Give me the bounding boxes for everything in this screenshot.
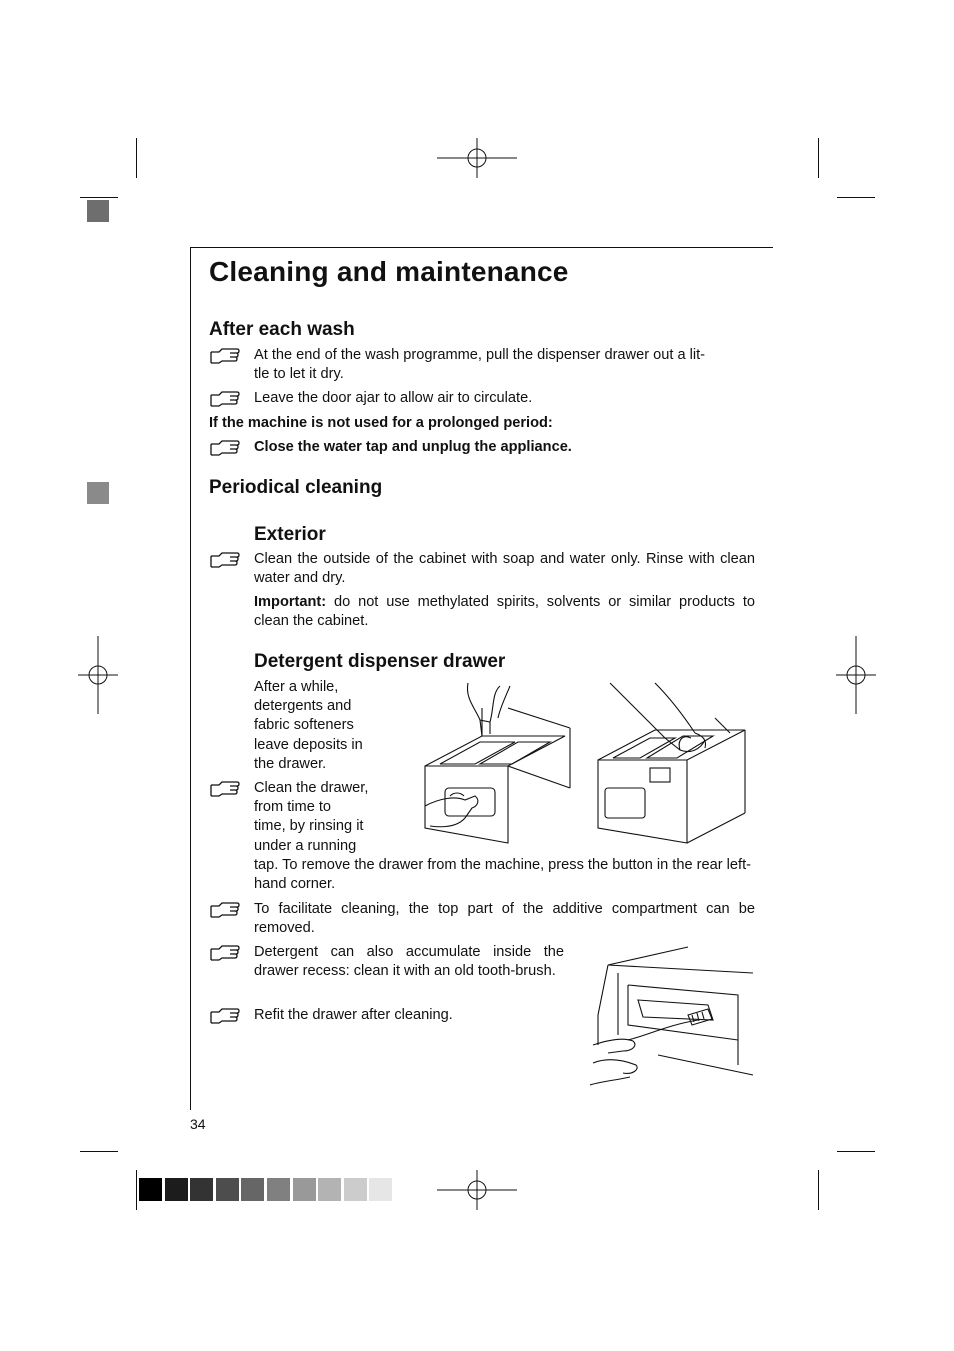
registration-mark-icon [437, 1170, 517, 1210]
gray-swatch [267, 1178, 290, 1201]
section-marker [87, 200, 109, 222]
registration-mark-icon [437, 138, 517, 178]
clean-drawer-line: under a running [254, 837, 357, 854]
pointing-hand-icon [210, 781, 240, 797]
crop-mark [818, 1170, 819, 1210]
crop-mark [818, 138, 819, 178]
crop-mark [837, 197, 875, 198]
page-frame-left [190, 247, 191, 1110]
section-heading-periodical-cleaning: Periodical cleaning [209, 477, 383, 498]
pointing-hand-icon [210, 902, 240, 918]
drawer-intro-line: detergents and [254, 698, 352, 715]
clean-drawer-line: time, by rinsing it [254, 818, 364, 835]
instruction-door-ajar: Leave the door ajar to allow air to circulate. [254, 390, 533, 406]
pointing-hand-icon [210, 440, 240, 456]
instruction-refit-drawer: Refit the drawer after cleaning. [254, 1007, 453, 1023]
page-number: 34 [190, 1116, 206, 1132]
instruction-remove-top-part: To facilitate cleaning, the top part of the additive compartment can be removed. [254, 901, 755, 937]
gray-swatch [216, 1178, 239, 1201]
instruction-clean-cabinet: Clean the outside of the cabinet with soap and water only. Rinse with clean water and dry. [254, 551, 755, 587]
gray-swatch [165, 1178, 188, 1201]
instruction-drawer-dry-line2: tle to let it dry. [254, 366, 344, 382]
gray-swatch [344, 1178, 367, 1201]
subsection-heading-detergent-drawer: Detergent dispenser drawer [254, 651, 506, 672]
instruction-close-tap: Close the water tap and unplug the appliance. [254, 439, 572, 455]
instruction-clean-drawer [254, 779, 368, 856]
clean-drawer-line: from time to [254, 799, 332, 816]
registration-mark-icon [78, 636, 118, 714]
drawer-intro-line: fabric softeners [254, 717, 354, 734]
registration-mark-icon [836, 636, 876, 714]
compartment-removal-illustration [595, 678, 755, 848]
drawer-intro-line: leave deposits in [254, 736, 363, 753]
drawer-removal-illustration [420, 678, 575, 846]
section-heading-after-each-wash: After each wash [209, 319, 355, 340]
gray-swatch [293, 1178, 316, 1201]
gray-swatch [190, 1178, 213, 1201]
page-frame-top [190, 247, 773, 248]
crop-mark [80, 197, 118, 198]
subsection-heading-exterior: Exterior [254, 524, 326, 545]
gray-swatch [369, 1178, 392, 1201]
recess-cleaning-illustration [588, 945, 758, 1093]
crop-mark [837, 1151, 875, 1152]
important-note [254, 593, 755, 631]
drawer-intro-line: the drawer. [254, 755, 327, 772]
gray-swatch [139, 1178, 162, 1201]
instruction-clean-recess: Detergent can also accumulate inside the drawer recess: clean it with an old tooth-brush. [254, 944, 564, 980]
important-text: do not use methylated spirits, solvents or similar products to clean the cabinet. [254, 594, 755, 630]
pointing-hand-icon [210, 391, 240, 407]
gray-swatch [318, 1178, 341, 1201]
pointing-hand-icon [210, 945, 240, 961]
instruction-clean-drawer-continued: tap. To remove the drawer from the machine, press the button in the rear left-hand corner. [254, 857, 751, 893]
crop-mark [80, 1151, 118, 1152]
section-marker [87, 482, 109, 504]
pointing-hand-icon [210, 1008, 240, 1024]
crop-mark [136, 1170, 137, 1210]
pointing-hand-icon [210, 348, 240, 364]
prolonged-period-label: If the machine is not used for a prolonged period: [209, 415, 553, 431]
important-label: Important: [254, 594, 327, 610]
pointing-hand-icon [210, 552, 240, 568]
clean-drawer-line: Clean the drawer, [254, 780, 369, 796]
page-title: Cleaning and maintenance [209, 256, 569, 287]
crop-mark [136, 138, 137, 178]
gray-swatch [241, 1178, 264, 1201]
drawer-intro-line: After a while, [254, 679, 339, 695]
instruction-drawer-dry-line1: At the end of the wash programme, pull the dispenser drawer out a lit- [254, 347, 706, 363]
drawer-intro [254, 678, 363, 774]
